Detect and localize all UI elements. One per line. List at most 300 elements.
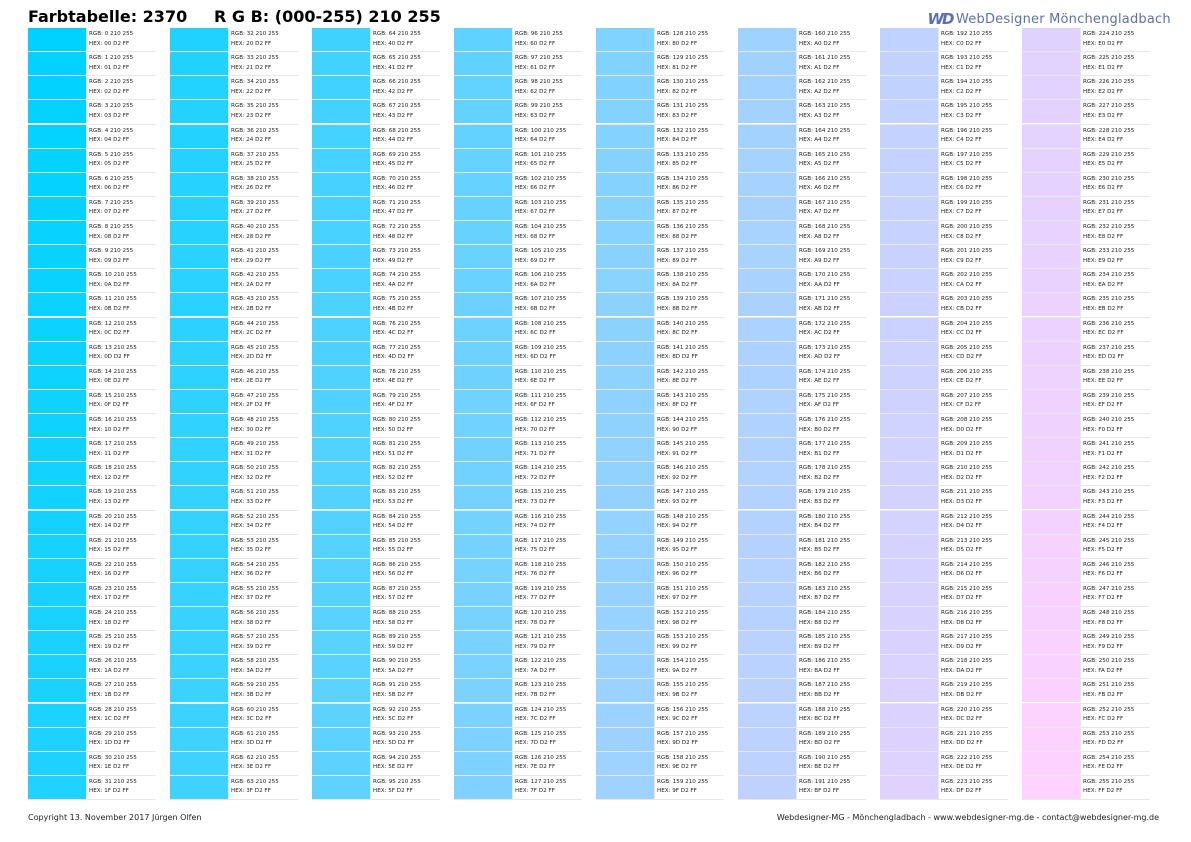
color-values <box>799 199 865 218</box>
rgb-value: RGB: 40 210 255 <box>231 224 279 230</box>
rgb-value: RGB: 174 210 255 <box>799 368 851 375</box>
color-swatch <box>454 173 512 196</box>
color-values <box>941 54 1007 73</box>
color-values <box>89 657 155 676</box>
color-row <box>738 269 866 293</box>
color-values <box>515 464 581 483</box>
color-swatch <box>596 100 654 123</box>
rgb-value: RGB: 77 210 255 <box>373 344 421 351</box>
rgb-value: RGB: 156 210 255 <box>657 706 709 713</box>
color-values <box>1083 706 1149 725</box>
hex-value: HEX: 3A D2 FF <box>231 667 272 674</box>
hex-value: HEX: CE D2 FF <box>941 378 982 385</box>
hex-value: HEX: AD D2 FF <box>799 354 841 361</box>
color-swatch <box>28 125 86 148</box>
color-swatch <box>738 221 796 244</box>
color-values <box>1083 488 1149 507</box>
color-row <box>880 173 1008 197</box>
color-row <box>170 28 298 52</box>
color-values <box>799 247 865 266</box>
color-swatch <box>880 655 938 678</box>
color-swatch <box>596 221 654 244</box>
rgb-value: RGB: 188 210 255 <box>799 706 851 713</box>
rgb-value: RGB: 153 210 255 <box>657 634 709 641</box>
color-row <box>454 414 582 438</box>
color-row <box>738 293 866 317</box>
color-row <box>1022 366 1150 390</box>
hex-value: HEX: 36 D2 FF <box>231 571 272 578</box>
color-values <box>1083 609 1149 628</box>
color-values <box>1083 392 1149 411</box>
color-row <box>738 245 866 269</box>
color-row <box>454 318 582 342</box>
color-row <box>312 293 440 317</box>
color-swatch <box>596 149 654 172</box>
color-row <box>312 414 440 438</box>
color-swatch <box>738 342 796 365</box>
rgb-value: RGB: 23 210 255 <box>89 585 137 592</box>
hex-value: HEX: 02 D2 FF <box>89 88 130 95</box>
hex-value: HEX: 6D D2 FF <box>515 354 556 361</box>
color-swatch <box>28 366 86 389</box>
rgb-value: RGB: 88 210 255 <box>373 610 421 616</box>
color-values <box>373 344 439 363</box>
hex-value: HEX: 8D D2 FF <box>657 354 698 361</box>
color-swatch <box>1022 366 1080 389</box>
hex-value: HEX: CF D2 FF <box>941 402 982 409</box>
color-swatch <box>312 776 370 799</box>
color-row <box>454 655 582 679</box>
color-row <box>880 679 1008 703</box>
hex-value: HEX: 4B D2 FF <box>373 305 414 312</box>
color-swatch <box>312 100 370 123</box>
color-swatch <box>1022 221 1080 244</box>
color-values <box>515 416 581 435</box>
rgb-value: RGB: 47 210 255 <box>231 392 279 399</box>
color-values <box>799 513 865 532</box>
rgb-value: RGB: 135 210 255 <box>657 199 709 206</box>
rgb-value: RGB: 210 210 255 <box>941 465 993 472</box>
hex-value: HEX: 59 D2 FF <box>373 643 414 650</box>
color-row <box>454 125 582 149</box>
rgb-value: RGB: 111 210 255 <box>515 392 567 399</box>
color-swatch <box>28 583 86 606</box>
rgb-value: RGB: 222 210 255 <box>941 754 993 761</box>
color-swatch <box>170 438 228 461</box>
color-swatch <box>454 125 512 148</box>
hex-value: HEX: 3C D2 FF <box>231 716 272 722</box>
color-values <box>657 633 723 652</box>
hex-value: HEX: E1 D2 FF <box>1083 64 1124 71</box>
rgb-value: RGB: 43 210 255 <box>231 296 279 303</box>
color-values <box>1083 344 1149 363</box>
color-row <box>1022 559 1150 583</box>
color-swatch <box>880 221 938 244</box>
color-values <box>515 561 581 580</box>
color-swatch <box>312 704 370 727</box>
color-swatch <box>312 438 370 461</box>
color-swatch <box>596 173 654 196</box>
color-row <box>454 511 582 535</box>
color-row <box>738 390 866 414</box>
color-swatch <box>596 245 654 268</box>
color-row <box>596 583 724 607</box>
rgb-value: RGB: 138 210 255 <box>657 272 709 279</box>
color-swatch <box>312 486 370 509</box>
hex-value: HEX: DE D2 FF <box>941 764 982 771</box>
color-row <box>28 197 156 221</box>
hex-value: HEX: 90 D2 FF <box>657 426 698 433</box>
color-row <box>170 486 298 510</box>
hex-value: HEX: CA D2 FF <box>941 281 982 288</box>
hex-value: HEX: AC D2 FF <box>799 330 840 336</box>
color-row <box>454 293 582 317</box>
hex-value: HEX: E3 D2 FF <box>1083 112 1124 119</box>
hex-value: HEX: 23 D2 FF <box>231 112 272 119</box>
color-row <box>28 173 156 197</box>
color-swatch <box>312 752 370 775</box>
hex-value: HEX: 37 D2 FF <box>231 595 272 602</box>
color-swatch <box>170 221 228 244</box>
color-swatch <box>1022 607 1080 630</box>
color-row <box>28 535 156 559</box>
color-swatch <box>738 752 796 775</box>
hex-value: HEX: BF D2 FF <box>799 788 840 795</box>
color-swatch <box>170 776 228 799</box>
color-swatch <box>454 752 512 775</box>
color-values <box>1083 537 1149 556</box>
color-values <box>89 102 155 121</box>
color-values <box>799 223 865 242</box>
rgb-value: RGB: 107 210 255 <box>515 296 567 303</box>
color-row <box>880 100 1008 124</box>
color-values <box>657 247 723 266</box>
rgb-value: RGB: 155 210 255 <box>657 682 709 689</box>
color-row <box>170 535 298 559</box>
color-row <box>312 583 440 607</box>
rgb-value: RGB: 203 210 255 <box>941 296 993 303</box>
rgb-value: RGB: 177 210 255 <box>799 441 851 448</box>
color-swatch <box>1022 535 1080 558</box>
color-swatch <box>312 28 370 51</box>
rgb-value: RGB: 53 210 255 <box>231 537 279 544</box>
color-row <box>312 752 440 776</box>
hex-value: HEX: 2B D2 FF <box>231 305 272 312</box>
color-swatch <box>454 776 512 799</box>
rgb-value: RGB: 183 210 255 <box>799 585 851 592</box>
color-swatch <box>28 728 86 751</box>
color-row <box>596 366 724 390</box>
color-values <box>231 730 297 749</box>
rgb-value: RGB: 136 210 255 <box>657 224 709 230</box>
hex-value: HEX: 5F D2 FF <box>373 788 413 795</box>
color-row <box>880 631 1008 655</box>
hex-value: HEX: 96 D2 FF <box>657 571 698 578</box>
color-row <box>738 631 866 655</box>
color-row <box>1022 76 1150 100</box>
rgb-value: RGB: 105 210 255 <box>515 248 567 255</box>
color-row <box>28 366 156 390</box>
color-values <box>89 416 155 435</box>
contact-text: Webdesigner-MG - Mönchengladbach - www.webdesigner-mg.de - contact@webdesigner-mg.de <box>776 813 1159 822</box>
color-row <box>880 607 1008 631</box>
color-values <box>89 127 155 146</box>
color-row <box>738 100 866 124</box>
hex-value: HEX: 71 D2 FF <box>515 450 556 457</box>
rgb-value: RGB: 48 210 255 <box>231 417 279 423</box>
color-values <box>657 754 723 773</box>
color-values <box>373 633 439 652</box>
hex-value: HEX: 8A D2 FF <box>657 281 698 288</box>
color-swatch <box>1022 486 1080 509</box>
rgb-value: RGB: 217 210 255 <box>941 634 993 641</box>
color-row <box>28 342 156 366</box>
color-values <box>941 513 1007 532</box>
hex-value: HEX: 6A D2 FF <box>515 281 556 288</box>
color-swatch <box>1022 293 1080 316</box>
color-row <box>312 28 440 52</box>
color-row <box>170 559 298 583</box>
rgb-value: RGB: 19 210 255 <box>89 489 137 496</box>
hex-value: HEX: 53 D2 FF <box>373 498 414 505</box>
rgb-value: RGB: 113 210 255 <box>515 441 567 448</box>
rgb-value: RGB: 202 210 255 <box>941 272 993 279</box>
rgb-value: RGB: 6 210 255 <box>89 175 134 182</box>
rgb-value: RGB: 181 210 255 <box>799 537 851 544</box>
color-swatch <box>880 752 938 775</box>
color-values <box>941 585 1007 604</box>
color-row <box>596 197 724 221</box>
hex-value: HEX: 72 D2 FF <box>515 474 556 481</box>
color-values <box>657 223 723 242</box>
color-swatch <box>454 269 512 292</box>
color-values <box>799 295 865 314</box>
color-swatch <box>1022 125 1080 148</box>
rgb-value: RGB: 172 210 255 <box>799 320 851 327</box>
color-values <box>1083 561 1149 580</box>
hex-value: HEX: B8 D2 FF <box>799 619 840 626</box>
color-row <box>880 293 1008 317</box>
color-swatch <box>596 197 654 220</box>
color-values <box>1083 175 1149 194</box>
color-values <box>231 513 297 532</box>
rgb-value: RGB: 64 210 255 <box>373 31 421 37</box>
color-swatch <box>596 76 654 99</box>
color-values <box>799 127 865 146</box>
color-row <box>596 535 724 559</box>
color-swatch <box>880 535 938 558</box>
color-values <box>89 778 155 797</box>
rgb-value: RGB: 99 210 255 <box>515 103 563 110</box>
color-row <box>28 390 156 414</box>
color-values <box>231 681 297 700</box>
hex-value: HEX: 03 D2 FF <box>89 112 130 119</box>
hex-value: HEX: 84 D2 FF <box>657 137 698 143</box>
color-values <box>373 54 439 73</box>
rgb-value: RGB: 120 210 255 <box>515 610 567 616</box>
color-swatch <box>880 583 938 606</box>
color-swatch <box>312 679 370 702</box>
hex-value: HEX: 3F D2 FF <box>231 788 271 795</box>
rgb-value: RGB: 166 210 255 <box>799 175 851 182</box>
color-row <box>170 125 298 149</box>
color-values <box>657 585 723 604</box>
rgb-value: RGB: 1 210 255 <box>89 55 134 62</box>
rgb-value: RGB: 191 210 255 <box>799 778 851 785</box>
rgb-value: RGB: 82 210 255 <box>373 465 421 472</box>
hex-value: HEX: 8E D2 FF <box>657 378 698 385</box>
rgb-value: RGB: 171 210 255 <box>799 296 851 303</box>
color-swatch <box>312 125 370 148</box>
color-swatch <box>738 76 796 99</box>
hex-value: HEX: D0 D2 FF <box>941 426 982 433</box>
hex-value: HEX: 73 D2 FF <box>515 498 556 505</box>
color-swatch <box>880 76 938 99</box>
hex-value: HEX: 49 D2 FF <box>373 257 414 264</box>
color-values <box>89 681 155 700</box>
color-row <box>454 535 582 559</box>
color-swatch <box>454 52 512 75</box>
hex-value: HEX: 13 D2 FF <box>89 498 130 505</box>
rgb-value: RGB: 145 210 255 <box>657 441 709 448</box>
hex-value: HEX: C7 D2 FF <box>941 209 982 216</box>
hex-value: HEX: 12 D2 FF <box>89 474 130 481</box>
rgb-value: RGB: 245 210 255 <box>1083 537 1135 544</box>
color-row <box>1022 752 1150 776</box>
color-swatch <box>596 125 654 148</box>
hex-value: HEX: 7C D2 FF <box>515 716 556 722</box>
color-swatch <box>738 245 796 268</box>
color-values <box>89 488 155 507</box>
color-values <box>799 271 865 290</box>
rgb-value: RGB: 197 210 255 <box>941 151 993 158</box>
rgb-value: RGB: 193 210 255 <box>941 55 993 62</box>
color-values <box>231 585 297 604</box>
rgb-value: RGB: 65 210 255 <box>373 55 421 62</box>
rgb-value: RGB: 27 210 255 <box>89 682 137 689</box>
hex-value: HEX: A0 D2 FF <box>799 40 840 47</box>
color-row <box>1022 438 1150 462</box>
color-row <box>738 752 866 776</box>
color-values <box>231 199 297 218</box>
rgb-value: RGB: 123 210 255 <box>515 682 567 689</box>
hex-value: HEX: 3D D2 FF <box>231 740 272 747</box>
color-swatch <box>170 173 228 196</box>
color-values <box>1083 30 1149 49</box>
color-swatch <box>312 631 370 654</box>
hex-value: HEX: 66 D2 FF <box>515 185 556 192</box>
color-row <box>28 583 156 607</box>
color-swatch <box>596 607 654 630</box>
rgb-value: RGB: 67 210 255 <box>373 103 421 110</box>
hex-value: HEX: 56 D2 FF <box>373 571 414 578</box>
color-swatch <box>312 221 370 244</box>
hex-value: HEX: 20 D2 FF <box>231 40 272 47</box>
rgb-value: RGB: 179 210 255 <box>799 489 851 496</box>
color-values <box>373 127 439 146</box>
color-row <box>738 28 866 52</box>
hex-value: HEX: 9E D2 FF <box>657 764 698 771</box>
color-row <box>880 28 1008 52</box>
color-row <box>28 269 156 293</box>
hex-value: HEX: 63 D2 FF <box>515 112 556 119</box>
color-values <box>373 657 439 676</box>
color-swatch <box>312 511 370 534</box>
color-values <box>1083 657 1149 676</box>
color-values <box>231 392 297 411</box>
color-values <box>657 199 723 218</box>
color-row <box>1022 342 1150 366</box>
color-swatch <box>738 293 796 316</box>
rgb-value: RGB: 52 210 255 <box>231 513 279 520</box>
color-row <box>880 559 1008 583</box>
hex-value: HEX: E6 D2 FF <box>1083 185 1124 192</box>
color-row <box>880 245 1008 269</box>
color-row <box>312 125 440 149</box>
color-swatch <box>1022 704 1080 727</box>
color-row <box>738 728 866 752</box>
color-row <box>454 28 582 52</box>
color-row <box>738 607 866 631</box>
color-swatch <box>312 245 370 268</box>
color-values <box>657 440 723 459</box>
color-values <box>657 368 723 387</box>
hex-value: HEX: 9F D2 FF <box>657 788 697 795</box>
hex-value: HEX: 10 D2 FF <box>89 426 130 433</box>
color-swatch <box>454 655 512 678</box>
logo-icon: WD <box>927 10 953 28</box>
color-row <box>1022 28 1150 52</box>
color-values <box>941 416 1007 435</box>
rgb-value: RGB: 175 210 255 <box>799 392 851 399</box>
color-row <box>28 607 156 631</box>
color-values <box>657 730 723 749</box>
hex-value: HEX: 9A D2 FF <box>657 667 698 674</box>
color-row <box>28 679 156 703</box>
color-row <box>170 366 298 390</box>
color-swatch <box>454 486 512 509</box>
color-swatch <box>1022 559 1080 582</box>
color-swatch <box>738 28 796 51</box>
color-row <box>596 245 724 269</box>
rgb-value: RGB: 46 210 255 <box>231 368 279 375</box>
color-swatch <box>454 149 512 172</box>
rgb-value: RGB: 195 210 255 <box>941 103 993 110</box>
rgb-value: RGB: 70 210 255 <box>373 175 421 182</box>
color-values <box>89 440 155 459</box>
color-values <box>89 320 155 339</box>
color-row <box>28 221 156 245</box>
color-values <box>1083 295 1149 314</box>
hex-value: HEX: 82 D2 FF <box>657 88 698 95</box>
hex-value: HEX: 2F D2 FF <box>231 402 271 409</box>
color-row <box>454 52 582 76</box>
color-row <box>28 52 156 76</box>
color-row <box>880 655 1008 679</box>
hex-value: HEX: 92 D2 FF <box>657 474 698 481</box>
rgb-value: RGB: 83 210 255 <box>373 489 421 496</box>
color-column <box>880 28 1008 800</box>
color-swatch <box>312 728 370 751</box>
hex-value: HEX: 94 D2 FF <box>657 523 698 529</box>
hex-value: HEX: 1D D2 FF <box>89 740 130 747</box>
color-row <box>170 390 298 414</box>
color-swatch <box>312 76 370 99</box>
color-row <box>1022 52 1150 76</box>
rgb-value: RGB: 98 210 255 <box>515 79 563 86</box>
rgb-value: RGB: 21 210 255 <box>89 537 137 544</box>
color-swatch <box>1022 342 1080 365</box>
